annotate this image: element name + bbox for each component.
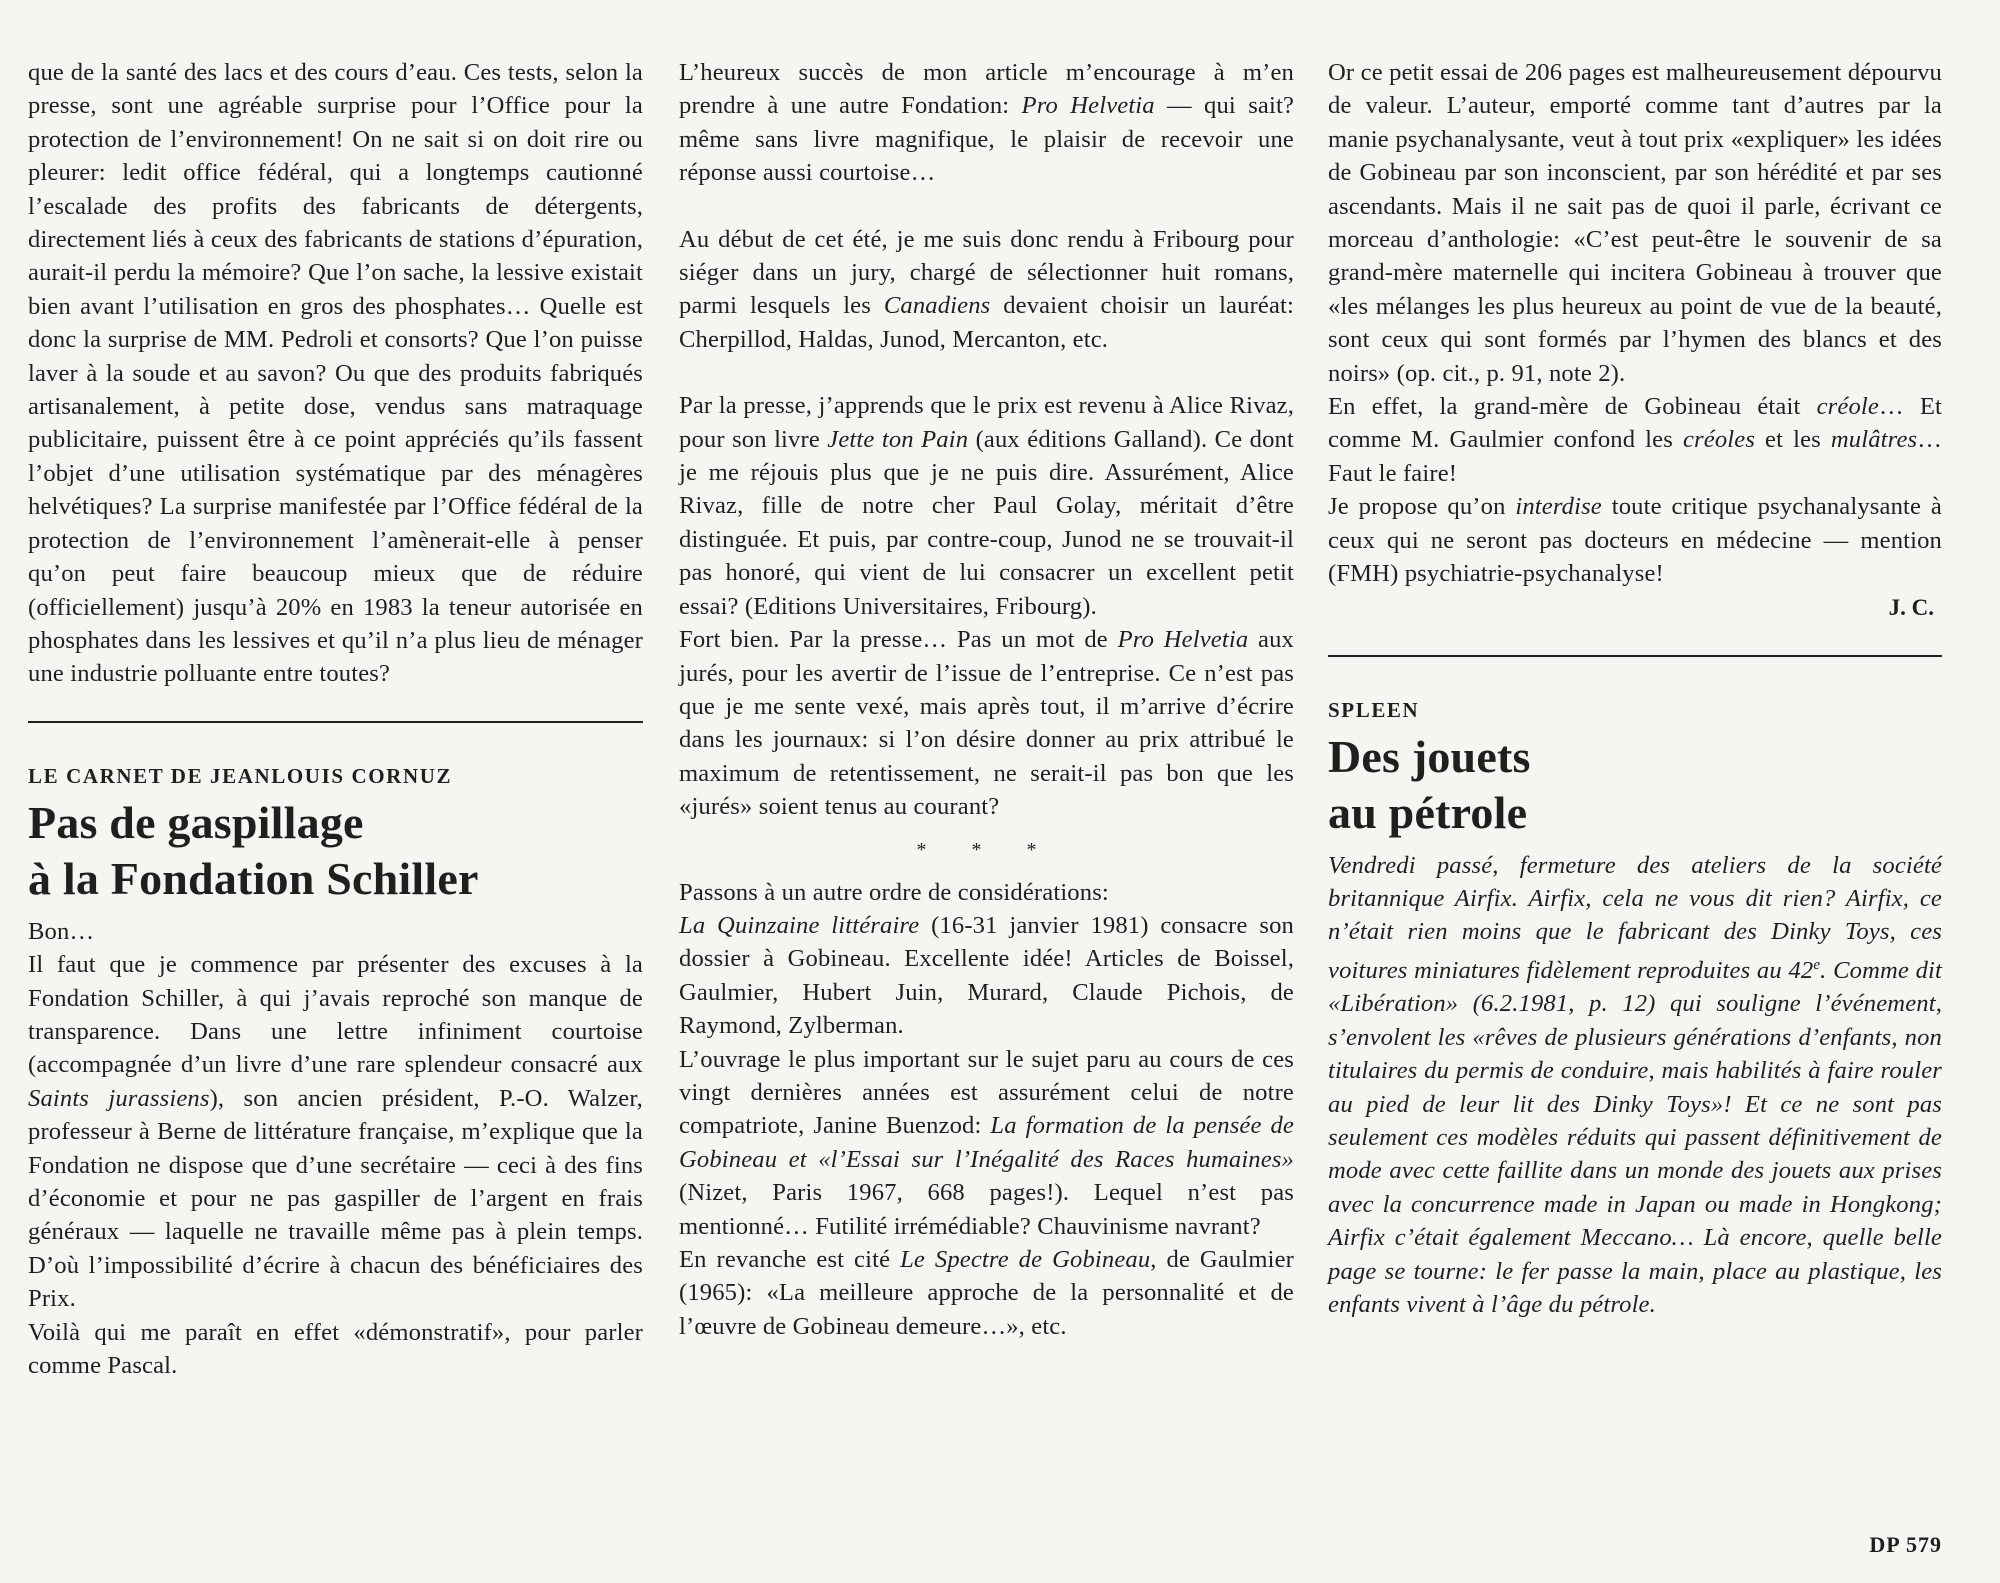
page-folio: DP 579 <box>1869 1532 1942 1557</box>
headline-line: au pétrole <box>1328 786 1528 838</box>
paragraph: Par la presse, j’apprends que le prix est revenu à Alice Rivaz, pour son livre Jette ton Pain (aux éditions Galland). Ce dont je me réjouis plus que je ne puis dire. Assurément, Alice Rivaz, fille de notre cher Paul Golay, méritait d’être distinguée. Et puis, par contre-coup, Junod ne se trouvait-il pas honoré, qui vient de lui consacrer un excellent petit essai? (Editions Universitaires, Fribourg). <box>679 392 1294 620</box>
paragraph: En revanche est cité Le Spectre de Gobineau, de Gaulmier (1965): «La meilleure approche de la personnalité et de l’œuvre de Gobineau demeure…», etc. <box>679 1246 1295 1340</box>
headline-line: Pas de gaspillage <box>28 796 364 848</box>
paragraph: Il faut que je commence par présenter des excuses à la Fondation Schiller, à qui j’avais reproché son manque de transparence. Dans une lettre infiniment courtoise (accompagnée d’un livre d’une rare splendeur consacré aux Saints jurassiens), son ancien président, P.-O. Walzer, professeur à Berne de littérature française, m’explique que la Fondation ne dispose que d’une secrétaire — ceci à des fins d’économie et pour ne pas gaspiller de l’argent en frais généraux — laquelle ne travaille même pas à plein temps. D’où l’impossibilité d’écrire à chacun des bénéficiaires des Prix. <box>28 951 643 1313</box>
paragraph: Bon… <box>28 917 95 945</box>
paragraph: L’ouvrage le plus important sur le sujet paru au cours de ces vingt dernières années est assurément celui de notre compatriote, Janine Buenzod: La formation de la pensée de Gobineau et «l’Essai sur l’Inégalité des Races humaines» (Nizet, Paris 1967, 668 pages!). Lequel n’est pas mentionné… Futilité irrémédiable? Chauvinisme navrant? <box>679 1045 1294 1240</box>
paragraph: Au début de cet été, je me suis donc rendu à Fribourg pour siéger dans un jury, chargé de sélectionner huit romans, parmi lesquels les Canadiens devaient choisir un lauréat: Cherpillod, Haldas, Junod, Mercanton, etc. <box>679 225 1295 353</box>
paragraph: que de la santé des lacs et des cours d’eau. Ces tests, selon la presse, sont une agréable surprise pour l’Office pour la protection de l’environnement! On ne sait si on doit rire ou pleurer: ledit office fédéral, qui a longtemps cautionné l’escalade des profits des fabricants de détergents, directement liés à ceux des fabricants de stations d’épuration, aurait-il perdu la mémoire? Que l’on sache, la lessive existait bien avant l’utilisation en gros des phosphates… Quelle est donc la surprise de MM. Pedroli et consorts? Que l’on puisse laver à la soude et au savon? Ou que des produits fabriqués artisanalement, à petite dose, vendus sans matraquage publicitaire, puissent être à ce point appréciés qu’ils fassent l’objet d’une utilisation systématique par des ménagères helvétiques? La surprise manifestée par l’Office fédéral de la protection de l’environnement l’amènerait-elle à penser qu’on peut faire beaucoup mieux que de réduire (officiellement) jusqu’à 20% en 1983 la teneur autorisée en phosphates dans les lessives et qu’il n’a plus lieu de ménager une industrie polluante entre toutes? <box>28 59 643 688</box>
section-break-asterisks: * * * <box>916 838 1057 861</box>
headline-line: à la Fondation Schiller <box>28 852 479 904</box>
section-divider <box>28 721 643 723</box>
headline-line: Des jouets <box>1328 730 1531 782</box>
paragraph: Je propose qu’on interdise toute critique psychanalysante à ceux qui ne seront pas docteurs en médecine — mention (FMH) psychiatrie-psychanalyse! <box>1328 493 1942 588</box>
section-divider <box>1328 655 1942 657</box>
article-headline <box>1328 729 1942 841</box>
column-1 <box>28 56 643 1382</box>
paragraph: La Quinzaine littéraire (16-31 janvier 1981) consacre son dossier à Gobineau. Excellente idée! Articles de Boissel, Gaulmier, Hubert Juin, Murard, Claude Pichois, de Raymond, Zylberman. <box>679 911 1294 1040</box>
paragraph: Or ce petit essai de 206 pages est malheureusement dépourvu de valeur. L’auteur, emporté comme tant d’autres par la manie psychanalysante, veut à tout prix «expliquer» les idées de Gobineau par son inconscient, par son hérédité et par ses ascendants. Mais il ne sait pas de quoi il parle, écrivant ce morceau d’anthologie: «C’est peut-être le souvenir de sa grand-mère maternelle qui incitera Gobineau à trouver que «les mélanges les plus heureux au point de vue de la beauté, sont ceux qui sont formés par l’hymen des blancs et des noirs» (op. cit., p. 91, note 2). <box>1328 59 1942 387</box>
paragraph: Fort bien. Par la presse… Pas un mot de Pro Helvetia aux jurés, pour les avertir de l’issue de l’entreprise. Ce n’est pas que je me sente vexé, mais après tout, il m’arrive d’écrire dans les journaux: si l’on désire donner au prix attribué le maximum de retentissement, ne serait-il pas bon que les «jurés» soient tenus au courant? <box>679 626 1294 821</box>
article-headline <box>28 795 643 907</box>
paragraph: L’heureux succès de mon article m’encourage à m’en prendre à une autre Fondation: Pro Helvetia — qui sait? même sans livre magnifique, le plaisir de recevoir une réponse aussi courtoise… <box>679 59 1295 187</box>
paragraph: Voilà qui me paraît en effet «démonstratif», pour parler comme Pascal. <box>28 1318 643 1379</box>
section-kicker: SPLEEN <box>1328 697 1420 722</box>
author-signature: J. C. <box>1888 594 1934 620</box>
paragraph: Passons à un autre ordre de considérations: <box>679 878 1109 906</box>
paragraph: En effet, la grand-mère de Gobineau était créole… Et comme M. Gaulmier confond les créoles et les mulâtres… Faut le faire! <box>1328 393 1943 487</box>
column-2 <box>679 56 1294 1343</box>
column-3 <box>1328 56 1942 1321</box>
section-kicker: LE CARNET DE JEANLOUIS CORNUZ <box>28 763 453 788</box>
paragraph: Vendredi passé, fermeture des ateliers de la société britannique Airfix. Airfix, cela ne vous dit rien? Airfix, ce n’était rien moins que le fabricant des Dinky Toys, ces voitures miniatures fidèlement reproduites au 42e. Comme dit «Libération» (6.2.1981, p. 12) qui souligne l’événement, s’envolent les «rêves de plusieurs générations d’enfants, non titulaires du permis de conduire, mais habilités à faire rouler au pied de leur lit des Dinky Toys»! Et ce ne sont pas seulement ces modèles réduits qui passent définitivement de mode avec cette faillite dans un monde des jouets aux prises avec la concurrence made in Japan ou made in Hongkong; Airfix c’était également Meccano… Là encore, quelle belle page se tourne: le fer passe la main, place au plastique, les enfants vivent à l’âge du pétrole. <box>1328 851 1942 1318</box>
